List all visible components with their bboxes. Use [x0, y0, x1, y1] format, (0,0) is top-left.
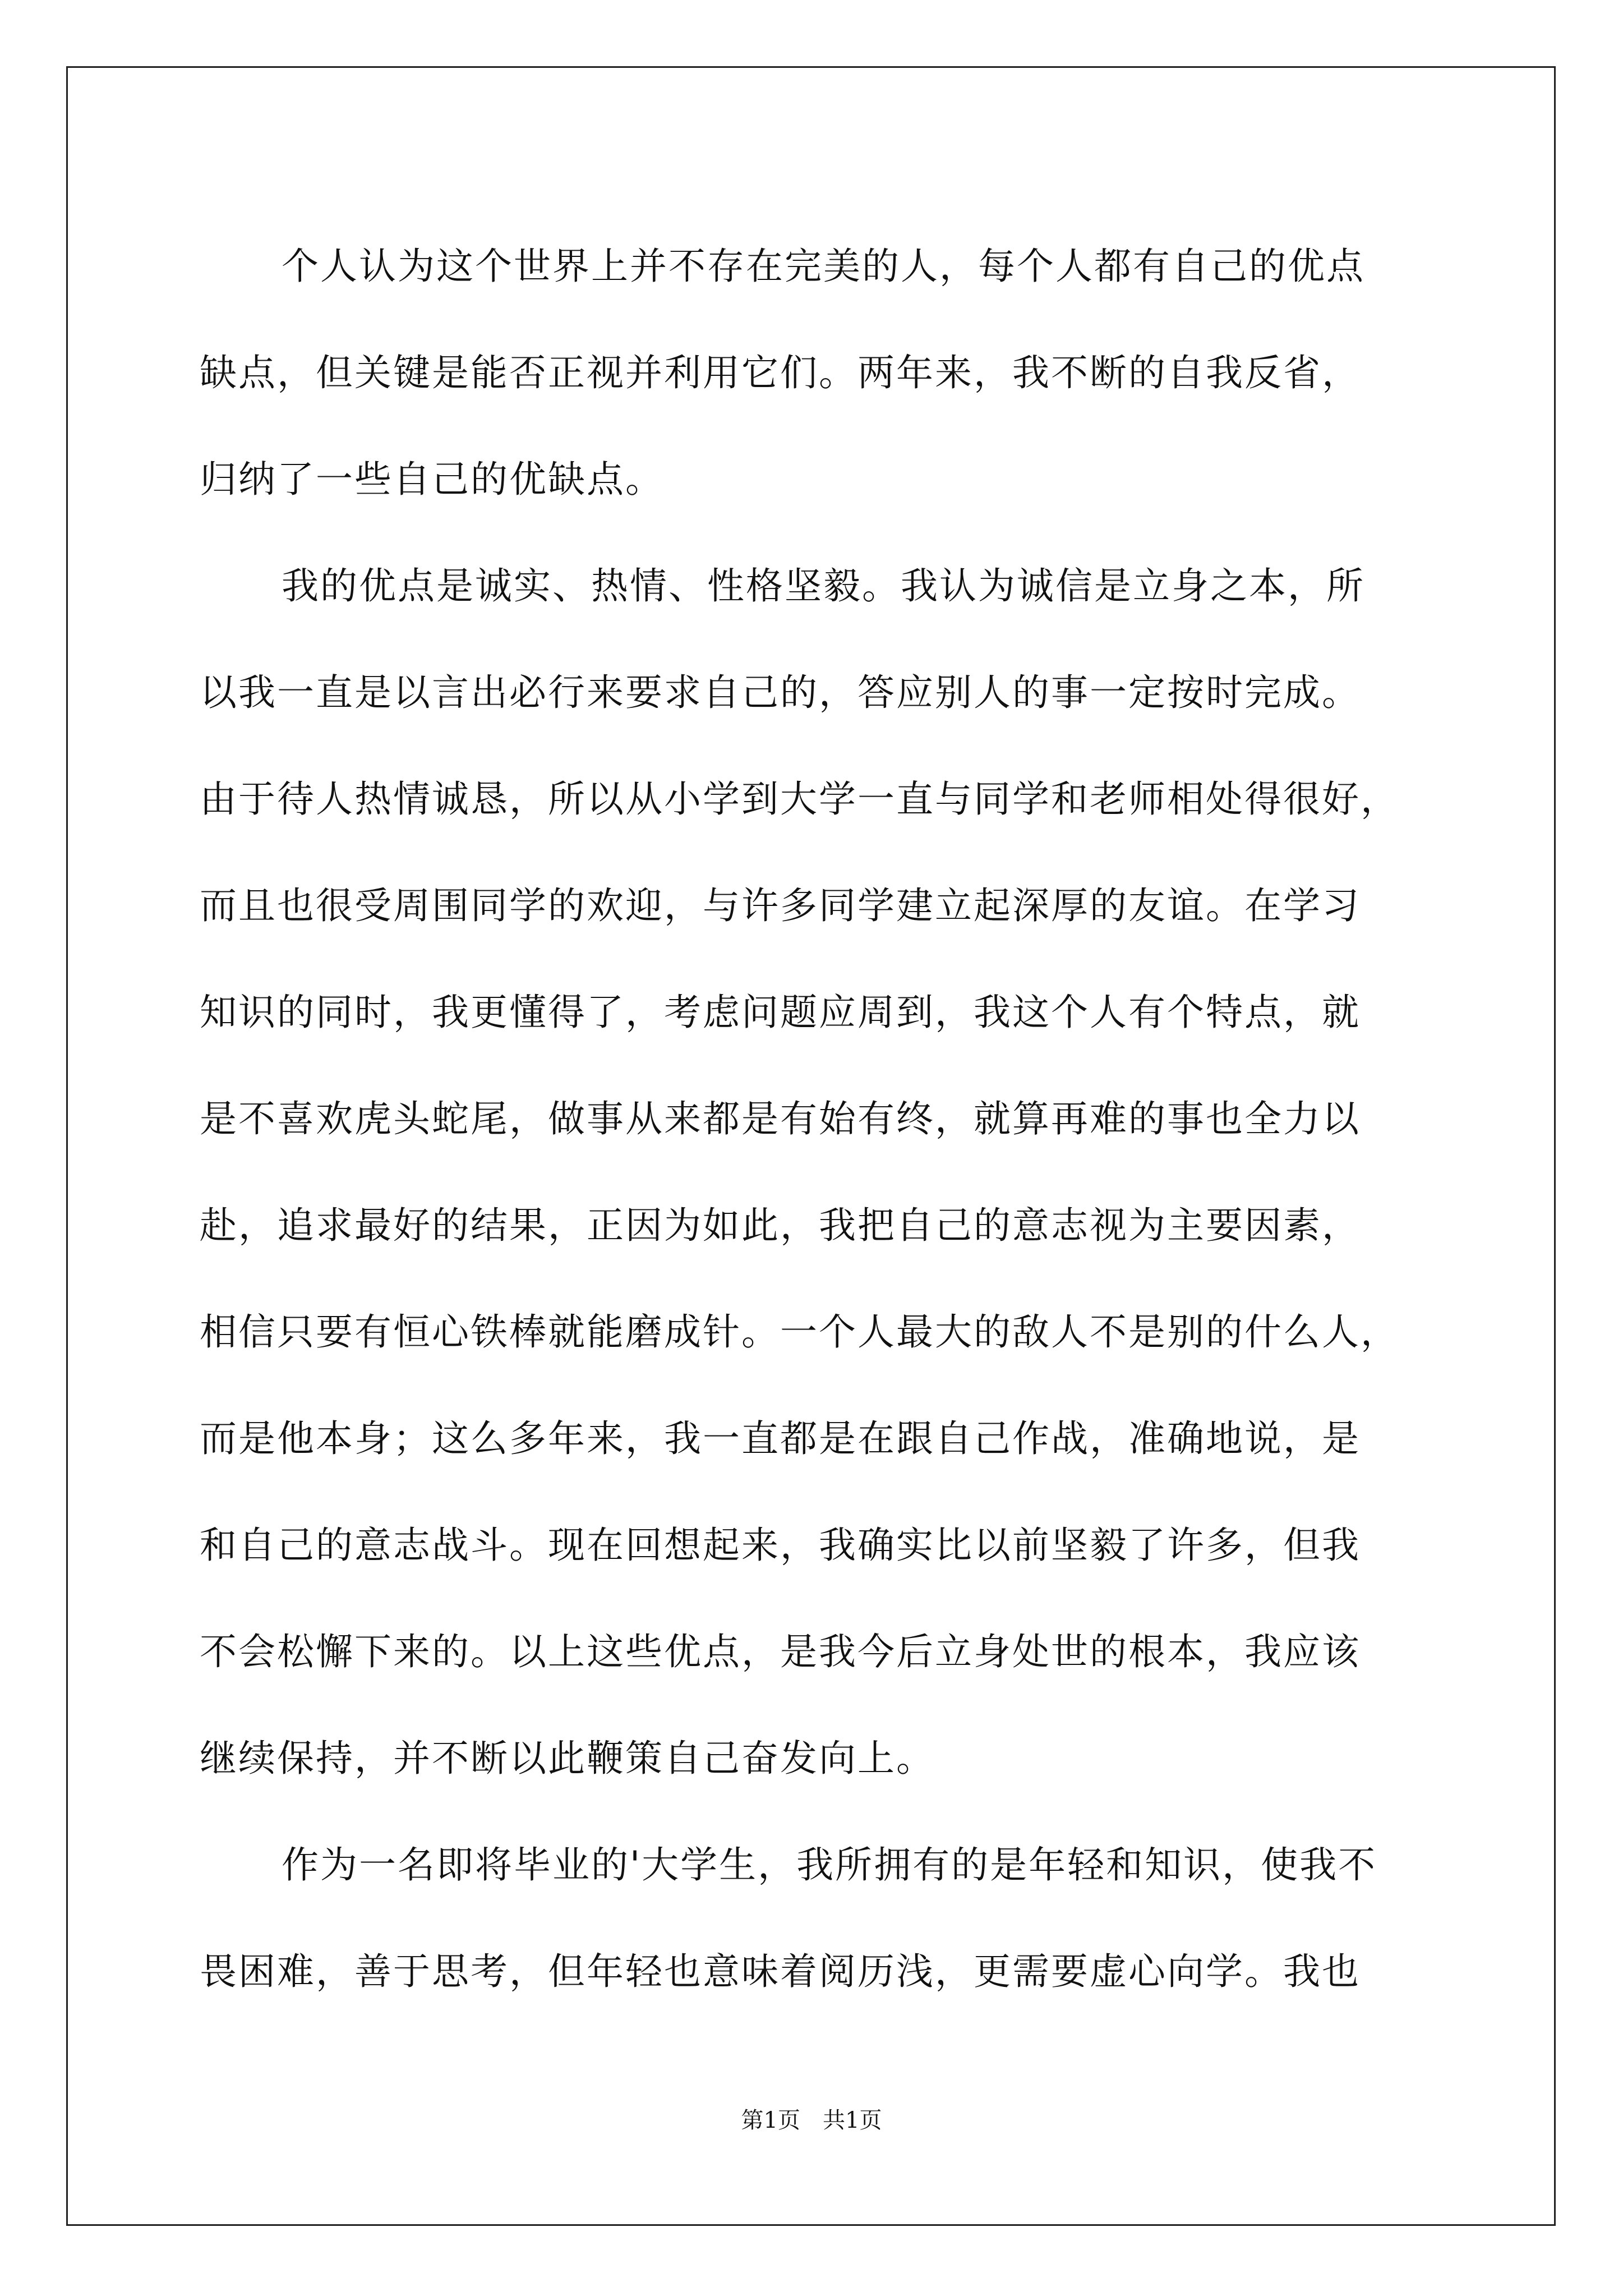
page-number-footer: 第1页 共1页 — [741, 2108, 882, 2133]
text-line-13: 和自己的意志战斗。现在回想起来，我确实比以前坚毅了许多，但我 — [200, 1524, 1361, 1567]
text-line-6: 由于待人热情诚恳，所以从小学到大学一直与同学和老师相处得很好， — [200, 777, 1399, 821]
text-line-4: 我的优点是诚实、热情、性格坚毅。我认为诚信是立身之本，所 — [282, 564, 1365, 608]
text-line-15: 继续保持，并不断以此鞭策自己奋发向上。 — [200, 1737, 935, 1780]
text-line-9: 是不喜欢虎头蛇尾，做事从来都是有始有终，就算再难的事也全力以 — [200, 1097, 1361, 1140]
text-line-3: 归纳了一些自己的优缺点。 — [200, 458, 664, 501]
text-line-14: 不会松懈下来的。以上这些优点，是我今后立身处世的根本，我应该 — [200, 1630, 1361, 1673]
text-line-1: 个人认为这个世界上并不存在完美的人，每个人都有自己的优点 — [282, 245, 1365, 288]
text-line-8: 知识的同时，我更懂得了，考虑问题应周到，我这个人有个特点，就 — [200, 991, 1361, 1034]
text-line-5: 以我一直是以言出必行来要求自己的，答应别人的事一定按时完成。 — [200, 671, 1361, 714]
text-line-16: 作为一名即将毕业的'大学生，我所拥有的是年轻和知识，使我不 — [282, 1843, 1377, 1887]
text-line-7: 而且也很受周围同学的欢迎，与许多同学建立起深厚的友谊。在学习 — [200, 884, 1361, 927]
text-line-2: 缺点，但关键是能否正视并利用它们。两年来，我不断的自我反省， — [200, 351, 1361, 394]
text-line-11: 相信只要有恒心铁棒就能磨成针。一个人最大的敌人不是别的什么人， — [200, 1310, 1399, 1354]
text-line-10: 赴，追求最好的结果，正因为如此，我把自己的意志视为主要因素， — [200, 1204, 1361, 1247]
document-body — [200, 213, 1428, 2025]
text-line-17: 畏困难，善于思考，但年轻也意味着阅历浅，更需要虚心向学。我也 — [200, 1950, 1361, 1993]
text-line-12: 而是他本身；这么多年来，我一直都是在跟自己作战，准确地说，是 — [200, 1417, 1361, 1460]
